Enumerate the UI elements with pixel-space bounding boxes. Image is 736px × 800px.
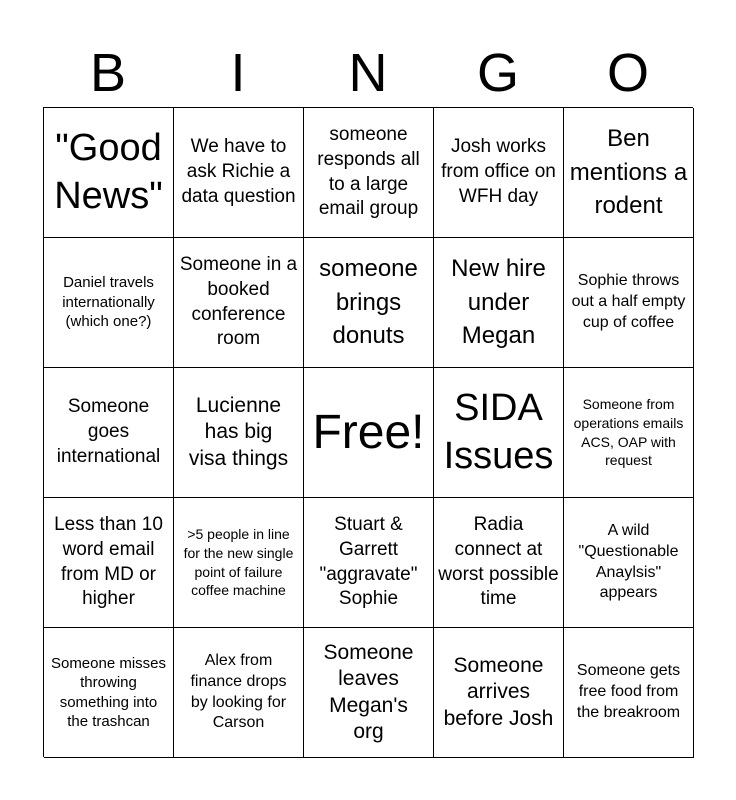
cell-text: Josh works from office on WFH day — [441, 136, 556, 207]
header-letter-n: N — [348, 43, 388, 103]
bingo-cell-r4-c5[interactable] — [564, 498, 694, 628]
cell-text: Someone from operations emails ACS, OAP with request — [573, 395, 684, 469]
cell-text: Daniel travels internationally (which one?) — [62, 274, 155, 331]
header-letter-i: I — [230, 43, 246, 103]
cell-text: Stuart & Garrett "aggravate" Sophie — [319, 514, 418, 610]
cell-text: Someone in a booked conference room — [179, 254, 298, 350]
bingo-cell-r4-c1[interactable] — [44, 498, 174, 628]
bingo-header — [43, 38, 693, 108]
cell-text: Someone misses throwing something into the trashcan — [50, 654, 167, 730]
cell-text: someone responds all to a large email group — [317, 124, 420, 220]
cell-text: Lucienne has big visa things — [188, 394, 289, 470]
bingo-cell-r1-c1[interactable] — [44, 108, 174, 238]
bingo-cell-r5-c1[interactable] — [44, 628, 174, 758]
bingo-cell-r1-c4[interactable] — [434, 108, 564, 238]
bingo-cell-r3-c2[interactable] — [174, 368, 304, 498]
cell-text: Ben mentions a rodent — [569, 125, 688, 220]
bingo-cell-r2-c1[interactable] — [44, 238, 174, 368]
bingo-cell-r2-c3[interactable] — [304, 238, 434, 368]
bingo-cell-r2-c5[interactable] — [564, 238, 694, 368]
bingo-cell-r3-c1[interactable] — [44, 368, 174, 498]
bingo-cell-r3-c5[interactable] — [564, 368, 694, 498]
bingo-cell-r3-c3[interactable] — [304, 368, 434, 498]
bingo-cell-r4-c2[interactable] — [174, 498, 304, 628]
cell-text: Someone leaves Megan's org — [323, 641, 414, 743]
bingo-cell-r5-c3[interactable] — [304, 628, 434, 758]
header-letter-o: O — [606, 43, 649, 103]
cell-text: Free! — [312, 405, 425, 459]
cell-text: Someone arrives before Josh — [443, 654, 554, 730]
header-letter-b: B — [89, 43, 127, 103]
bingo-cell-r3-c4[interactable] — [434, 368, 564, 498]
cell-text: We have to ask Richie a data question — [181, 136, 296, 207]
cell-text: Someone goes international — [56, 396, 161, 467]
bingo-cell-r1-c3[interactable] — [304, 108, 434, 238]
cell-text: Someone gets free food from the breakroom — [576, 662, 681, 721]
bingo-cell-r2-c2[interactable] — [174, 238, 304, 368]
bingo-cell-r2-c4[interactable] — [434, 238, 564, 368]
cell-text: Alex from finance drops by looking for Carson — [190, 651, 287, 732]
cell-text: A wild "Questionable Anaylsis" appears — [578, 521, 679, 602]
bingo-cell-r1-c2[interactable] — [174, 108, 304, 238]
bingo-cell-r5-c5[interactable] — [564, 628, 694, 758]
cell-text: "Good News" — [54, 127, 163, 217]
cell-text: SIDA Issues — [443, 387, 554, 477]
cell-text: Less than 10 word email from MD or higher — [54, 514, 163, 610]
cell-text: Radia connect at worst possible time — [438, 514, 559, 610]
bingo-cell-r1-c5[interactable] — [564, 108, 694, 238]
bingo-cell-r5-c2[interactable] — [174, 628, 304, 758]
cell-text: >5 people in line for the new single point of failure coffee machine — [183, 525, 294, 599]
bingo-grid — [43, 107, 693, 757]
cell-text: someone brings donuts — [319, 255, 418, 350]
bingo-cell-r4-c3[interactable] — [304, 498, 434, 628]
bingo-cell-r4-c4[interactable] — [434, 498, 564, 628]
cell-text: Sophie throws out a half empty cup of coffee — [571, 272, 686, 331]
header-letter-g: G — [476, 43, 519, 103]
cell-text: New hire under Megan — [451, 255, 546, 350]
bingo-cell-r5-c4[interactable] — [434, 628, 564, 758]
